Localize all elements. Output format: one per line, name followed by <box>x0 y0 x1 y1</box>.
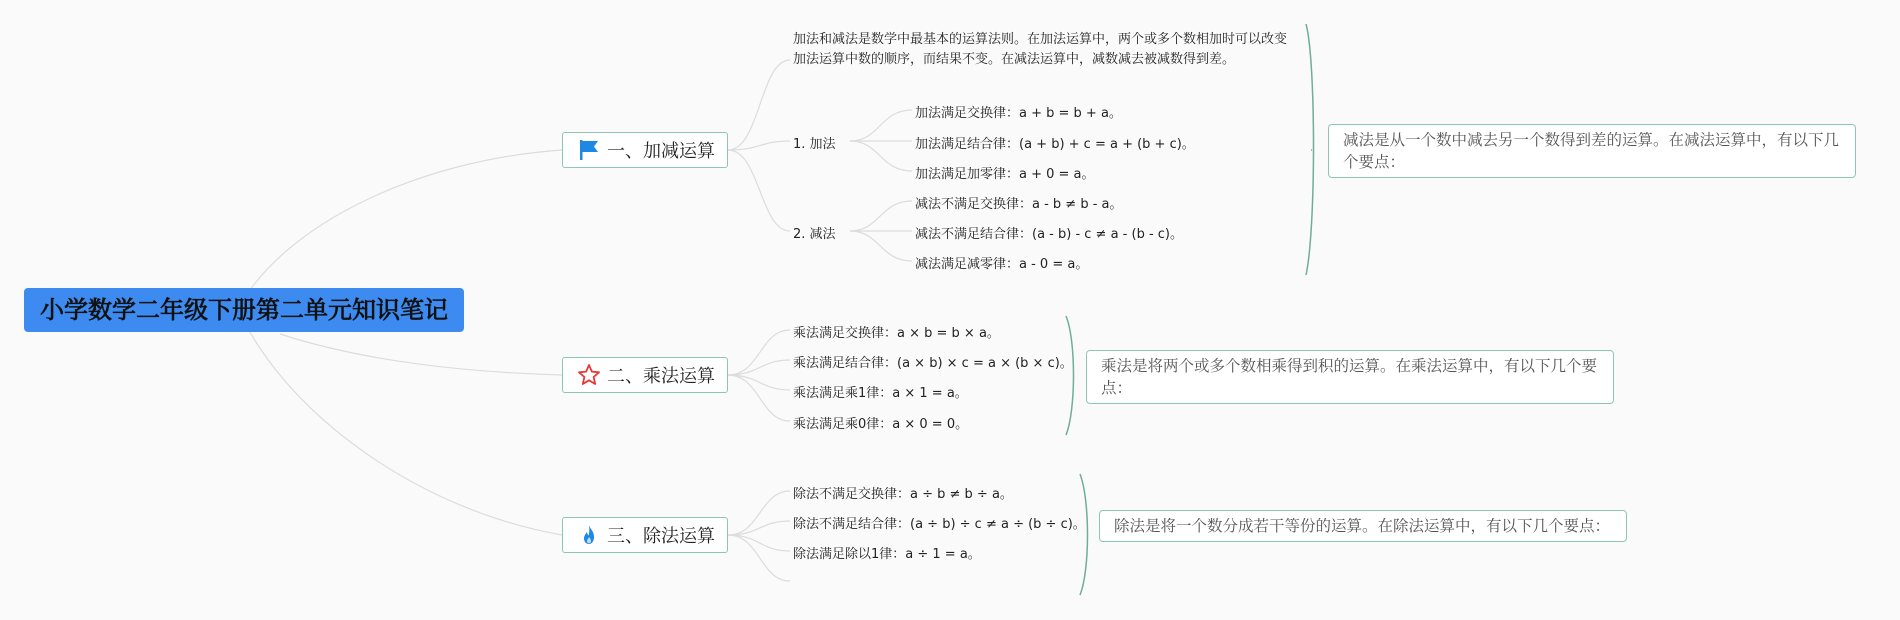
list-item[interactable]: 加法满足加零律：a + 0 = a。 <box>915 167 1095 182</box>
group-label-subtraction[interactable]: 2. 减法 <box>793 227 836 242</box>
list-item[interactable]: 乘法满足结合律：(a × b) × c = a × (b × c)。 <box>793 356 1073 371</box>
flag-icon <box>577 138 601 162</box>
branch-label: 三、除法运算 <box>607 526 715 547</box>
summary-bracket <box>1080 474 1088 595</box>
branch-label: 一、加减运算 <box>607 141 715 162</box>
star-icon <box>577 363 601 387</box>
list-item[interactable]: 减法不满足交换律：a - b ≠ b - a。 <box>915 197 1123 212</box>
list-item[interactable]: 乘法满足交换律：a × b = b × a。 <box>793 326 1000 341</box>
list-item[interactable]: 乘法满足乘0律：a × 0 = 0。 <box>793 417 969 432</box>
group-label-addition[interactable]: 1. 加法 <box>793 137 836 152</box>
fire-icon <box>577 523 601 547</box>
summary-bracket <box>1306 24 1314 275</box>
branch-division[interactable] <box>562 517 728 553</box>
branch-multiplication[interactable] <box>562 357 728 393</box>
summary-bracket <box>1066 316 1074 435</box>
summary-note[interactable]: 乘法是将两个或多个数相乘得到积的运算。在乘法运算中，有以下几个要点： <box>1086 350 1614 404</box>
branch-label: 二、乘法运算 <box>607 366 715 387</box>
summary-note[interactable]: 除法是将一个数分成若干等份的运算。在除法运算中，有以下几个要点： <box>1099 510 1627 542</box>
root-topic[interactable]: 小学数学二年级下册第二单元知识笔记 <box>24 288 464 332</box>
list-item[interactable]: 减法满足减零律：a - 0 = a。 <box>915 257 1089 272</box>
list-item[interactable]: 乘法满足乘1律：a × 1 = a。 <box>793 386 968 401</box>
branch-addition-subtraction[interactable] <box>562 132 728 168</box>
list-item[interactable]: 加法满足交换律：a + b = b + a。 <box>915 106 1122 121</box>
list-item[interactable]: 减法不满足结合律：(a - b) - c ≠ a - (b - c)。 <box>915 227 1183 242</box>
list-item[interactable]: 除法不满足交换律：a ÷ b ≠ b ÷ a。 <box>793 487 1013 502</box>
list-item[interactable]: 除法满足除以1律：a ÷ 1 = a。 <box>793 547 981 562</box>
list-item[interactable]: 除法不满足结合律：(a ÷ b) ÷ c ≠ a ÷ (b ÷ c)。 <box>793 517 1086 532</box>
list-item[interactable]: 加法满足结合律：(a + b) + c = a + (b + c)。 <box>915 137 1195 152</box>
summary-note[interactable]: 减法是从一个数中减去另一个数得到差的运算。在减法运算中，有以下几个要点： <box>1328 124 1856 178</box>
intro-text: 加法和减法是数学中最基本的运算法则。在加法运算中，两个或多个数相加时可以改变加法运算中数的顺序，而结果不变。在减法运算中，减数减去被减数得到差。 <box>793 32 1288 67</box>
